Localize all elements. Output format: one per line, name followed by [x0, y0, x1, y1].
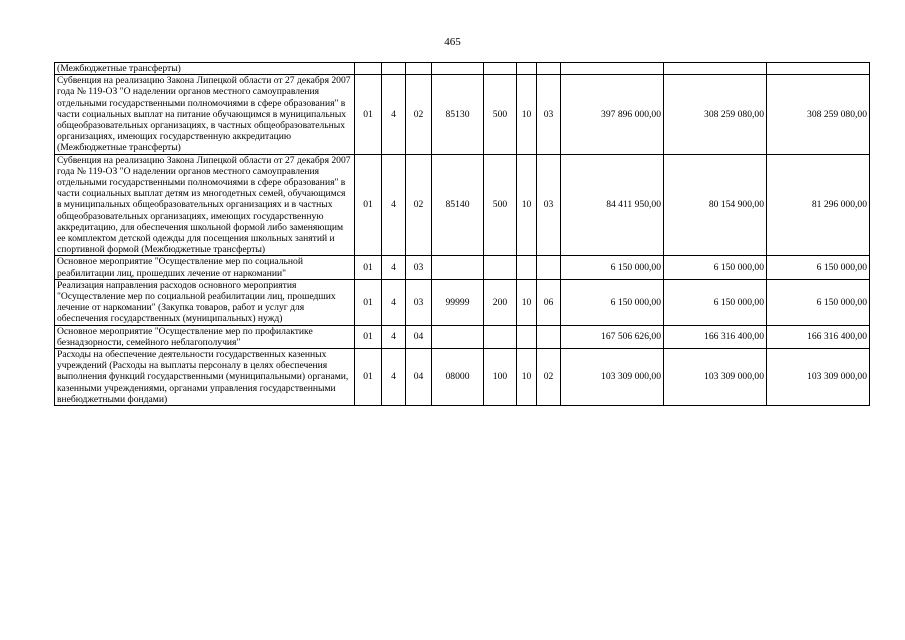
- code-expense-type: 100: [484, 349, 517, 406]
- code-expense-type: [484, 256, 517, 279]
- amount-year-2: 6 150 000,00: [664, 279, 767, 325]
- code-program: 01: [355, 349, 382, 406]
- code-event: 04: [406, 349, 432, 406]
- code-expense-type: 200: [484, 279, 517, 325]
- amount-year-3: 6 150 000,00: [767, 279, 870, 325]
- amount-year-2: 80 154 900,00: [664, 154, 767, 256]
- amount-year-2: 308 259 080,00: [664, 75, 767, 154]
- code-subprogram: 4: [382, 325, 406, 348]
- code-program: 01: [355, 256, 382, 279]
- row-name: Расходы на обеспечение деятельности государственных казенных учреждений (Расходы на выплаты персоналу в целях обеспечения выполнения функций государственными (муниципальными) органами, казенными учреждениями, органами управления государственными внебюджетными фондами): [55, 349, 355, 406]
- code-program: 01: [355, 279, 382, 325]
- row-name: Основное мероприятие "Осуществление мер по социальной реабилитации лиц, прошедших лечение от наркомании": [55, 256, 355, 279]
- code-expense-type: [484, 325, 517, 348]
- code-event: 03: [406, 256, 432, 279]
- row-name: Реализация направления расходов основного мероприятия "Осуществление мер по социальной реабилитации лиц, прошедших лечение от наркомании" (Закупка товаров, работ и услуг для обеспечения государственных (муниципальных) нужд): [55, 279, 355, 325]
- row-name: Субвенция на реализацию Закона Липецкой области от 27 декабря 2007 года № 119-ОЗ "О наделении органов местного самоуправления отдельными государственными полномочиями в сфере образования" в части социальных выплат детям из многодетных семей, обучающимся в муниципальных общеобразовательных организациях и в частных общеобразовательных организациях, имеющих государственную аккредитацию, для обеспечения школьной формой либо заменяющим ее комплектом детской одежды для посещения школьных занятий и спортивной формой (Межбюджетные трансферты): [55, 154, 355, 256]
- code-direction: 08000: [432, 349, 484, 406]
- table-row: [55, 349, 870, 406]
- row-name: Субвенция на реализацию Закона Липецкой области от 27 декабря 2007 года № 119-ОЗ "О наделении органов местного самоуправления отдельными государственными полномочиями в сфере образования" в части социальных выплат на питание обучающимся в муниципальных общеобразовательных организациях, в частных общеобразовательных организациях, имеющих государственную аккредитацию (Межбюджетные трансферты): [55, 75, 355, 154]
- amount-year-2: 103 309 000,00: [664, 349, 767, 406]
- amount-year-3: 103 309 000,00: [767, 349, 870, 406]
- code-program: 01: [355, 154, 382, 256]
- code-program: 01: [355, 75, 382, 154]
- amount-year-2: 166 316 400,00: [664, 325, 767, 348]
- code-direction: 99999: [432, 279, 484, 325]
- code-subsection: 03: [537, 75, 561, 154]
- amount-year-1: 103 309 000,00: [561, 349, 664, 406]
- code-section: 10: [517, 75, 537, 154]
- table-row: [55, 154, 870, 256]
- code-subsection: [537, 325, 561, 348]
- code-subsection: 06: [537, 279, 561, 325]
- code-direction: [432, 256, 484, 279]
- amount-year-1: 397 896 000,00: [561, 75, 664, 154]
- row-name: (Межбюджетные трансферты): [55, 63, 355, 75]
- table-row: [55, 75, 870, 154]
- table-row: [55, 256, 870, 279]
- code-section: 10: [517, 154, 537, 256]
- amount-year-1: 6 150 000,00: [561, 256, 664, 279]
- amount-year-1: 167 506 626,00: [561, 325, 664, 348]
- code-subprogram: 4: [382, 256, 406, 279]
- code-subprogram: 4: [382, 75, 406, 154]
- code-section: 10: [517, 349, 537, 406]
- code-event: 04: [406, 325, 432, 348]
- amount-year-1: 6 150 000,00: [561, 279, 664, 325]
- code-direction: 85130: [432, 75, 484, 154]
- code-subprogram: 4: [382, 154, 406, 256]
- table-row: [55, 279, 870, 325]
- table-row-continued: [55, 63, 870, 75]
- code-expense-type: 500: [484, 75, 517, 154]
- amount-year-3: 308 259 080,00: [767, 75, 870, 154]
- code-section: [517, 256, 537, 279]
- code-section: 10: [517, 279, 537, 325]
- table-row: [55, 325, 870, 348]
- code-subsection: 02: [537, 349, 561, 406]
- amount-year-3: 166 316 400,00: [767, 325, 870, 348]
- code-expense-type: 500: [484, 154, 517, 256]
- code-subprogram: 4: [382, 279, 406, 325]
- amount-year-3: 6 150 000,00: [767, 256, 870, 279]
- amount-year-3: 81 296 000,00: [767, 154, 870, 256]
- page-number: 465: [444, 36, 461, 48]
- code-section: [517, 325, 537, 348]
- budget-table: [54, 62, 870, 406]
- amount-year-1: 84 411 950,00: [561, 154, 664, 256]
- code-direction: 85140: [432, 154, 484, 256]
- code-event: 02: [406, 75, 432, 154]
- code-event: 03: [406, 279, 432, 325]
- code-subsection: [537, 256, 561, 279]
- code-subsection: 03: [537, 154, 561, 256]
- code-direction: [432, 325, 484, 348]
- row-name: Основное мероприятие "Осуществление мер по профилактике безнадзорности, семейного неблагополучия": [55, 325, 355, 348]
- code-event: 02: [406, 154, 432, 256]
- code-subprogram: 4: [382, 349, 406, 406]
- amount-year-2: 6 150 000,00: [664, 256, 767, 279]
- code-program: 01: [355, 325, 382, 348]
